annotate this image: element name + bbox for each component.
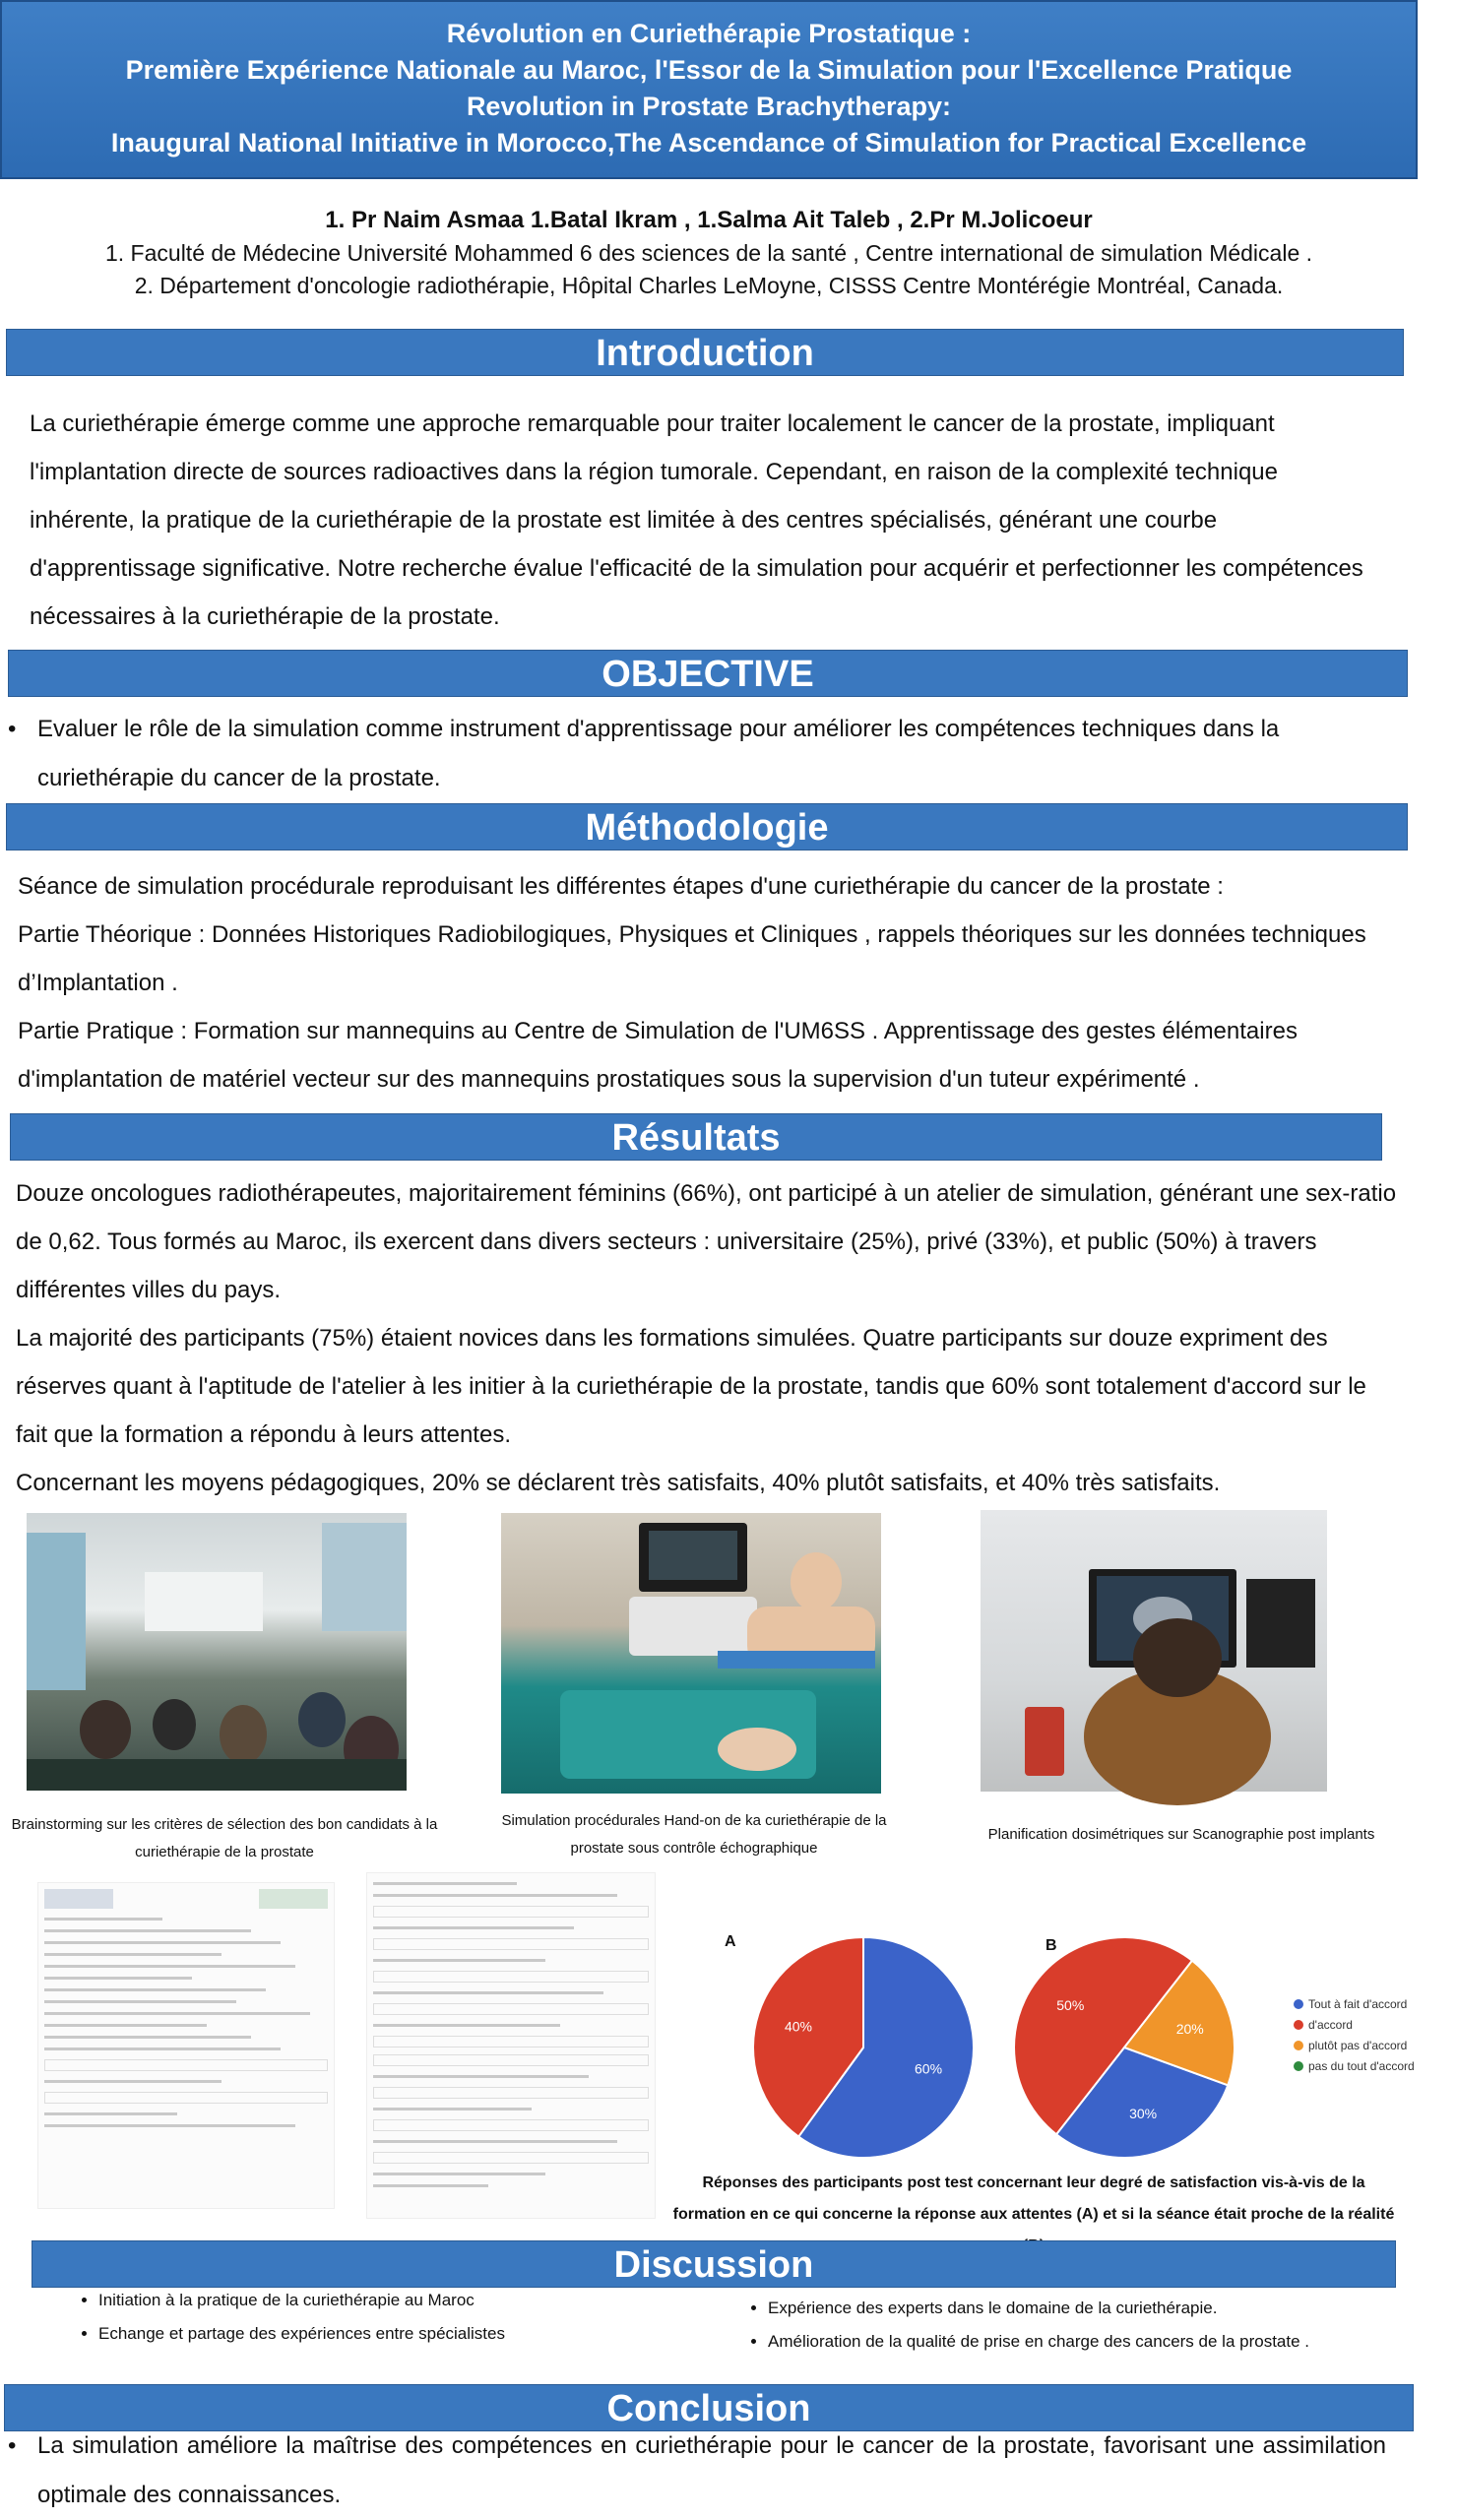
title-banner — [0, 0, 1418, 179]
affiliation-2: 2. Département d'oncologie radiothérapie, Hôpital Charles LeMoyne, CISSS Centre Montérégie Montréal, Canada. — [134, 273, 1284, 298]
pie-legend — [1294, 1997, 1415, 2073]
simulation-illustration — [501, 1513, 881, 1794]
methodologie-theorique: Partie Théorique : Données Historiques Radiobilogiques, Physiques et Cliniques , rappels théoriques sur les données techniques d’Implantation . — [18, 921, 1366, 996]
methodologie-pratique: Partie Pratique : Formation sur mannequins au Centre de Simulation de l'UM6SS . Apprentissage des gestes élémentaires d'implantation de matériel vecteur sur des mannequins prostatiques sous la supervision d'un tuteur expérimenté . — [18, 1018, 1298, 1093]
pie-chart-a — [753, 1937, 974, 2158]
pie-data-label: 40% — [784, 2018, 812, 2035]
bullet-dot: • — [8, 2432, 17, 2459]
discussion-heading: Discussion — [32, 2240, 1396, 2288]
photo-planification — [981, 1510, 1327, 1792]
photo-brainstorming — [27, 1513, 407, 1791]
legend-marker — [1294, 2020, 1303, 2030]
planning-illustration — [981, 1510, 1327, 1792]
objective-heading: OBJECTIVE — [8, 650, 1408, 697]
title-en-line1: Revolution in Prostate Brachytherapy: — [466, 92, 952, 121]
pie-data-label: 60% — [915, 2060, 943, 2077]
pie-data-label: 30% — [1129, 2105, 1158, 2121]
discussion-item: • Expérience des experts dans le domaine de la curiethérapie. — [768, 2292, 1457, 2325]
pie-data-label: 50% — [1056, 1997, 1085, 2014]
conclusion-bullet: • La simulation améliore la maîtrise des compétences en curiethérapie pour le cancer de la prostate, favorisant une assimilation optimale des connaissances. — [8, 2422, 1386, 2520]
resultats-text — [16, 1169, 1404, 1507]
discussion-item: • Echange et partage des expériences entre spécialistes — [98, 2317, 709, 2351]
legend-label: Tout à fait d'accord — [1308, 1997, 1408, 2011]
questionnaire-page-1 — [37, 1882, 335, 2209]
resultats-p1: Douze oncologues radiothérapeutes, majoritairement féminins (66%), ont participé à un atelier de simulation, générant une sex-ratio de 0,62. Tous formés au Maroc, ils exercent dans divers secteurs : universitaire (25%), privé (33%), et public (50%) à travers différentes villes du pays. — [16, 1180, 1397, 1303]
introduction-text: La curiethérapie émerge comme une approche remarquable pour traiter localement le cancer de la prostate, impliquant l'implantation directe de sources radioactives dans la région tumorale. Cependant, en raison de la complexité technique inhérente, la pratique de la curiethérapie de la prostate est limitée à des centres spécialisés, générant une courbe d'apprentissage significative. Notre recherche évalue l'efficacité de la simulation pour acquérir et perfectionner les compétences nécessaires à la curiethérapie de la prostate. — [30, 410, 1363, 630]
title-fr-line2: Première Expérience Nationale au Maroc, l'Essor de la Simulation pour l'Excellence Pratique — [125, 55, 1293, 85]
methodologie-heading: Méthodologie — [6, 803, 1408, 850]
introduction-heading: Introduction — [6, 329, 1404, 376]
authors: 1. Pr Naim Asmaa 1.Batal Ikram , 1.Salma Ait Taleb , 2.Pr M.Jolicoeur — [325, 207, 1093, 233]
classroom-illustration — [27, 1513, 407, 1791]
discussion-right-list — [709, 2292, 1457, 2359]
chart-a-title: A — [725, 1933, 736, 1950]
pie-data-label: 20% — [1175, 2020, 1204, 2037]
caption-planification: Planification dosimétriques sur Scanographie post implants — [987, 1826, 1375, 1843]
caption-simulation: Simulation procédurales Hand-on de ka curiethérapie de la prostate sous contrôle échographique — [501, 1812, 887, 1857]
charts-caption: Réponses des participants post test concernant leur degré de satisfaction vis-à-vis de la formation en ce qui concerne la réponse aux attentes (A) et si la séance était proche de la réalité — [672, 2174, 1395, 2223]
questionnaire-page-2 — [366, 1872, 656, 2219]
affiliation-1: 1. Faculté de Médecine Université Mohammed 6 des sciences de la santé , Centre international de simulation Médicale . — [104, 240, 1313, 266]
resultats-p2: La majorité des participants (75%) étaient novices dans les formations simulées. Quatre participants sur douze expriment des réserves quant à l'aptitude de l'atelier à les initier à la curiethérapie de la prostate, tandis que 60% sont totalement d'accord sur le fait que la formation a répondu à leurs attentes. — [16, 1325, 1366, 1448]
bullet-dot: • — [8, 716, 17, 742]
discussion-item: • Amélioration de la qualité de prise en charge des cancers de la prostate . — [768, 2325, 1457, 2359]
legend-marker — [1294, 2041, 1303, 2050]
conclusion-heading: Conclusion — [4, 2384, 1414, 2431]
legend-label: plutôt pas d'accord — [1308, 2039, 1408, 2052]
legend-marker — [1294, 2061, 1303, 2071]
discussion-left-list — [39, 2284, 709, 2351]
methodologie-intro: Séance de simulation procédurale reproduisant les différentes étapes d'une curiethérapie du cancer de la prostate : — [18, 873, 1224, 900]
discussion-item: • Initiation à la pratique de la curiethérapie au Maroc — [98, 2284, 709, 2317]
methodologie-text — [18, 862, 1416, 1103]
legend-marker — [1294, 1999, 1303, 2009]
chart-b-title: B — [1045, 1937, 1057, 1954]
legend-label: pas du tout d'accord — [1308, 2059, 1415, 2073]
pie-chart-b — [1014, 1937, 1235, 2158]
satisfaction-pie-charts — [669, 1915, 1415, 2180]
resultats-p3: Concernant les moyens pédagogiques, 20% se déclarent très satisfaits, 40% plutôt satisfaits, et 40% très satisfaits. — [16, 1470, 1221, 1496]
photo-simulation — [501, 1513, 881, 1794]
objective-bullet: • Evaluer le rôle de la simulation comme instrument d'apprentissage pour améliorer les compétences techniques dans la curiethérapie du cancer de la prostate. — [8, 705, 1386, 803]
title-en-line2: Inaugural National Initiative in Morocco,The Ascendance of Simulation for Practical Excellence — [110, 128, 1307, 158]
caption-brainstorming: Brainstorming sur les critères de sélection des bon candidats à la curiethérapie de la prostate — [11, 1816, 438, 1860]
title-fr-line1: Révolution en Curiethérapie Prostatique : — [446, 19, 972, 48]
resultats-heading: Résultats — [10, 1113, 1382, 1161]
legend-label: d'accord — [1308, 2018, 1353, 2032]
